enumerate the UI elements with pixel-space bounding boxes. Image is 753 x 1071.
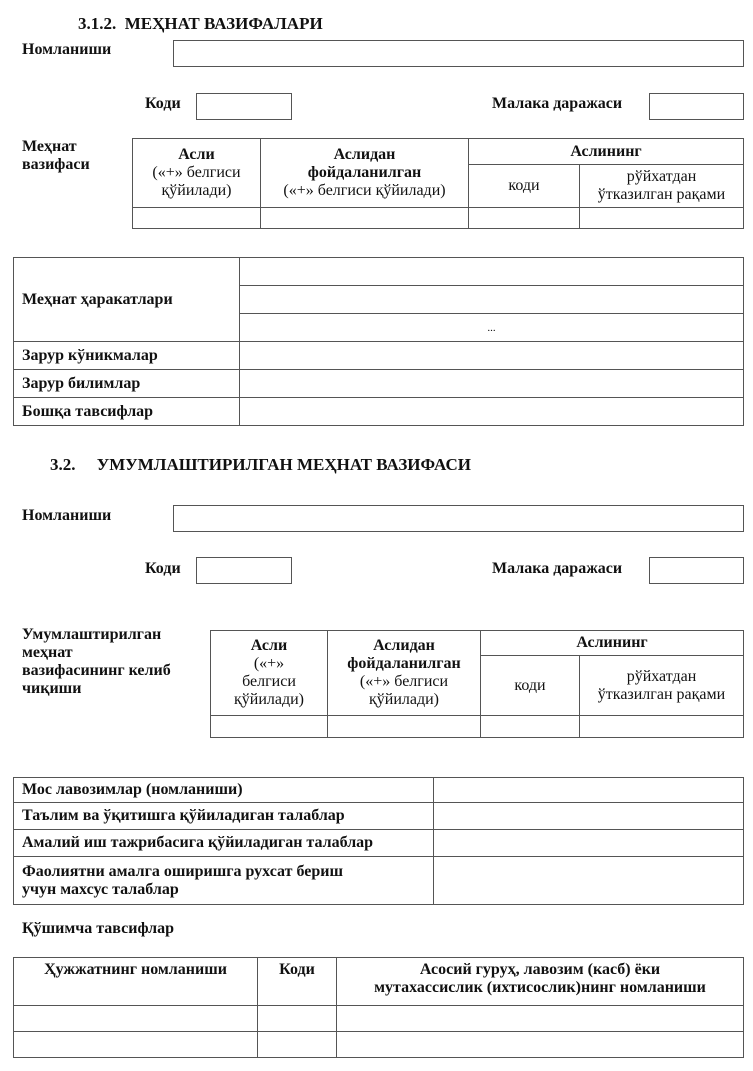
header-sub: ўтказилган рақами [597, 186, 726, 203]
name-input[interactable] [173, 505, 744, 532]
code-input[interactable] [196, 557, 292, 584]
header-line: мутахассислик (ихтисослик)нинг номланиши [374, 979, 706, 996]
header-title: Асли [178, 146, 215, 163]
additional-characteristics-table [13, 957, 744, 1058]
group-position-header [337, 958, 744, 1006]
special-requirements-cell[interactable] [434, 857, 744, 905]
origin-label-line: меҳнат [22, 644, 73, 661]
qualification-level-label: Малака даражаси [492, 560, 623, 577]
header-sub: белгиси [242, 673, 296, 690]
required-skills-label: Зарур кўникмалар [14, 342, 240, 370]
education-requirements-label: Таълим ва ўқитишга қўйиладиган талаблар [14, 803, 434, 830]
name-input[interactable] [173, 40, 744, 67]
borrowed-cell[interactable] [261, 208, 469, 229]
code-cell[interactable] [481, 716, 580, 738]
origin-label-line: чиқиши [22, 680, 82, 697]
code-header: коди [469, 165, 580, 208]
header-line: Асосий гуруҳ, лавозим (касб) ёки [419, 961, 661, 978]
borrowed-cell[interactable] [328, 716, 481, 738]
header-title: Аслидан [373, 637, 435, 654]
required-skills-cell[interactable] [240, 342, 744, 370]
group-position-cell[interactable] [337, 1006, 744, 1032]
required-knowledge-cell[interactable] [240, 370, 744, 398]
qualification-level-input[interactable] [649, 93, 744, 120]
document-name-header: Ҳужжатнинг номланиши [14, 958, 258, 1006]
header-sub: рўйхатдан [626, 667, 697, 685]
header-title: Аслидан [333, 146, 396, 163]
borrowed-header [261, 139, 469, 208]
header-sub: ўтказилган рақами [597, 685, 726, 703]
labor-action-cell[interactable]: ... [240, 314, 744, 342]
header-sub: қўйилади) [368, 691, 439, 708]
borrowed-header [328, 631, 481, 716]
original-header [211, 631, 328, 716]
experience-requirements-cell[interactable] [434, 830, 744, 857]
header-sub: («+» [253, 655, 285, 672]
required-knowledge-label: Зарур билимлар [14, 370, 240, 398]
label-line: Фаолиятни амалга оширишга рухсат бериш [22, 862, 343, 880]
additional-characteristics-title: Қўшимча тавсифлар [22, 920, 175, 937]
original-group-header: Аслининг [469, 139, 744, 165]
code-header: коди [481, 656, 580, 716]
code-cell[interactable] [469, 208, 580, 229]
origin-label-line: вазифаси [22, 156, 90, 173]
header-title: фойдаланилган [347, 655, 461, 672]
origin-table [210, 630, 744, 738]
code-input[interactable] [196, 93, 292, 120]
related-positions-label: Мос лавозимлар (номланиши) [14, 778, 434, 803]
document-name-cell[interactable] [14, 1006, 258, 1032]
education-requirements-cell[interactable] [434, 803, 744, 830]
document-name-cell[interactable] [14, 1032, 258, 1058]
origin-table [132, 138, 744, 229]
name-label: Номланиши [22, 507, 112, 524]
origin-label-line: Меҳнат [22, 138, 77, 155]
code-cell[interactable] [258, 1032, 337, 1058]
labor-details-table [13, 257, 744, 426]
code-cell[interactable] [258, 1006, 337, 1032]
header-sub: («+» белгиси [152, 164, 241, 181]
label-line: учун махсус талаблар [22, 880, 179, 898]
registration-number-header [580, 165, 744, 208]
other-characteristics-cell[interactable] [240, 398, 744, 426]
qualification-level-input[interactable] [649, 557, 744, 584]
header-sub: рўйхатдан [626, 168, 697, 185]
header-sub: қўйилади) [161, 182, 232, 199]
generalized-origin-label [22, 626, 171, 698]
requirements-table [13, 777, 744, 905]
special-requirements-label [14, 857, 434, 905]
header-title: фойдаланилган [307, 164, 422, 181]
name-label: Номланиши [22, 41, 112, 58]
code-label: Коди [145, 560, 181, 577]
origin-label-line: Умумлаштирилган [22, 626, 162, 643]
qualification-level-label: Малака даражаси [492, 95, 623, 112]
section-title-generalized-function: 3.2. УМУМЛАШТИРИЛГАН МЕҲНАТ ВАЗИФАСИ [50, 455, 471, 474]
original-header [133, 139, 261, 208]
registration-number-cell[interactable] [580, 716, 744, 738]
original-group-header: Аслининг [481, 631, 744, 656]
section-title-labor-functions: 3.1.2. МЕҲНАТ ВАЗИФАЛАРИ [78, 14, 323, 33]
labor-action-cell[interactable] [240, 258, 744, 286]
original-cell[interactable] [133, 208, 261, 229]
header-sub: («+» белгиси [359, 673, 449, 690]
origin-label-line: вазифасининг келиб [22, 662, 171, 679]
registration-number-cell[interactable] [580, 208, 744, 229]
labor-action-cell[interactable] [240, 286, 744, 314]
registration-number-header [580, 656, 744, 716]
header-sub: қўйилади) [233, 691, 304, 708]
labor-actions-label: Меҳнат ҳаракатлари [14, 258, 240, 342]
header-title: Асли [250, 637, 288, 654]
other-characteristics-label: Бошқа тавсифлар [14, 398, 240, 426]
header-sub: («+» белгиси қўйилади) [283, 182, 446, 199]
labor-function-origin-label [22, 138, 90, 174]
experience-requirements-label: Амалий иш тажрибасига қўйиладиган талаблар [14, 830, 434, 857]
group-position-cell[interactable] [337, 1032, 744, 1058]
original-cell[interactable] [211, 716, 328, 738]
related-positions-cell[interactable] [434, 778, 744, 803]
code-header: Коди [258, 958, 337, 1006]
code-label: Коди [145, 95, 181, 112]
